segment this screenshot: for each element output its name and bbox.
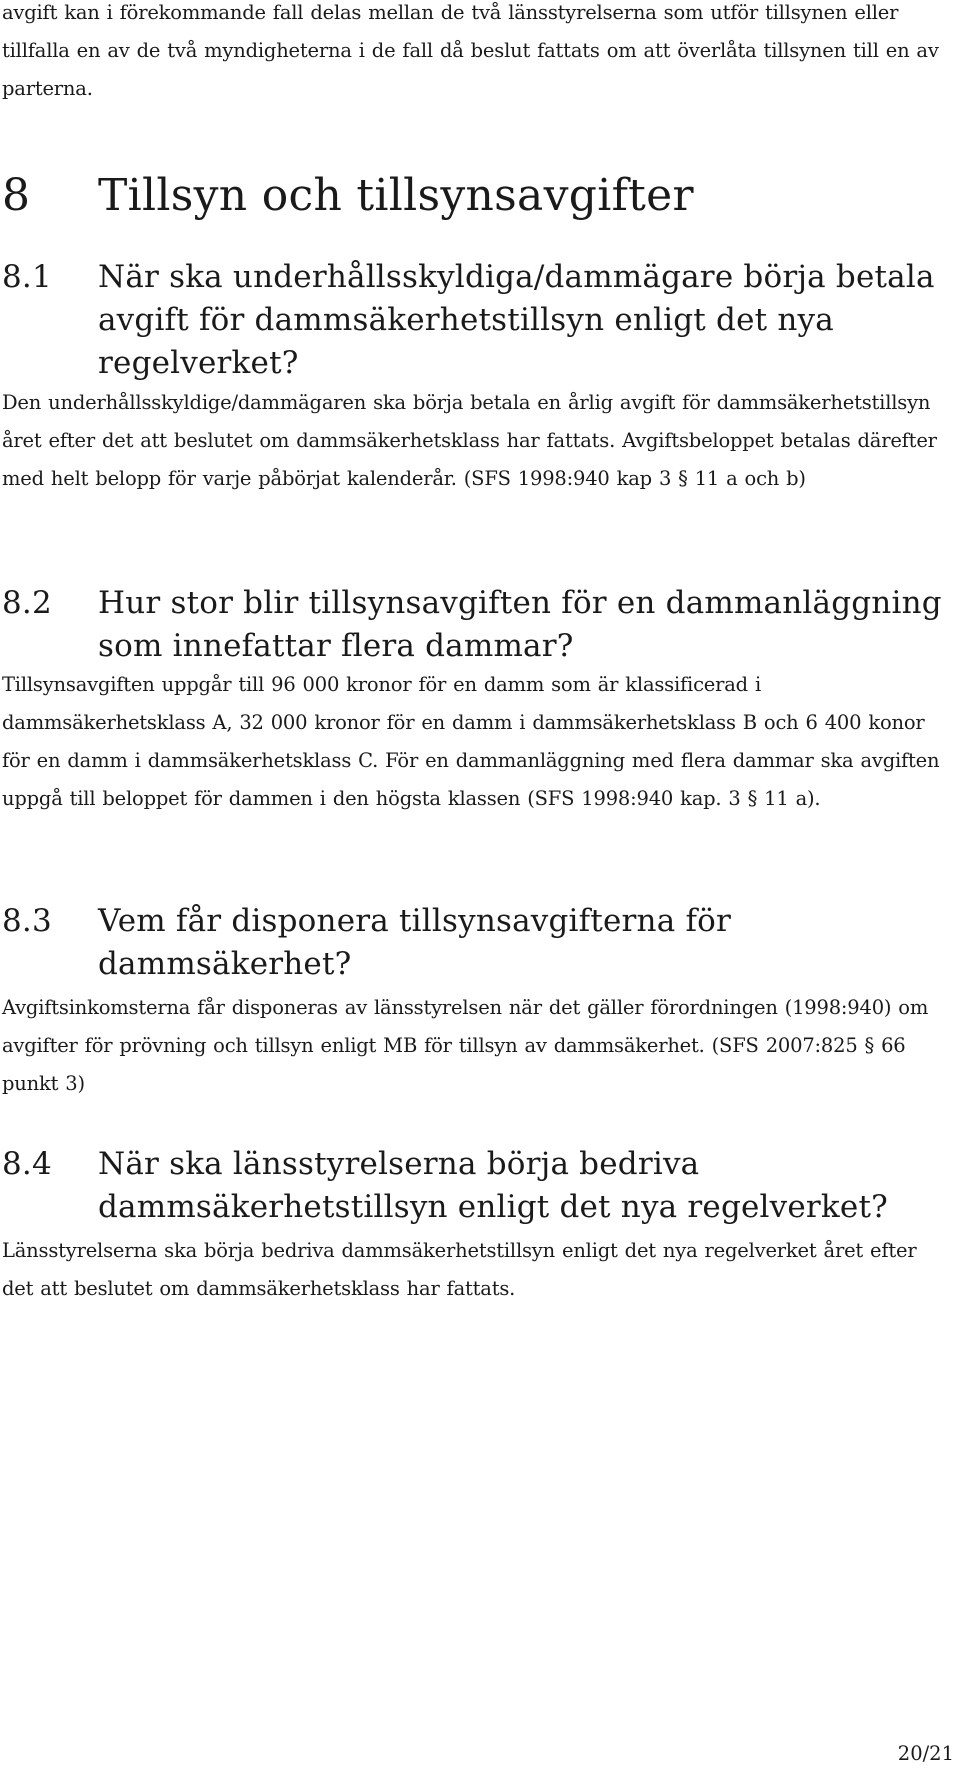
section-heading-8-4 bbox=[2, 1143, 948, 1229]
section-heading-8-1 bbox=[2, 256, 948, 385]
section-number: 8.1 bbox=[2, 259, 52, 295]
section-body-8-2: Tillsynsavgiften uppgår till 96 000 kronor för en damm som är klassificerad i dammsäkerhetsklass A, 32 000 kronor för en damm i dammsäkerhetsklass B och 6 400 konor för en damm i dammsäkerhetsklass C. För en dammanläggning med flera dammar ska avgiften uppgå till beloppet för dammen i den högsta klassen (SFS 1998:940 kap. 3 § 11 a). bbox=[2, 673, 940, 810]
chapter-heading bbox=[2, 166, 694, 226]
chapter-number: 8 bbox=[2, 170, 31, 221]
section-title: Vem får disponera tillsynsavgifterna för dammsäkerhet? bbox=[98, 903, 732, 982]
section-body-8-1: Den underhållsskyldige/dammägaren ska börja betala en årlig avgift för dammsäkerhetstillsyn året efter det att beslutet om dammsäkerhetsklass har fattats. Avgiftsbeloppet betalas därefter med helt belopp för varje påbörjat kalenderår. (SFS 1998:940 kap 3 § 11 a och b) bbox=[2, 391, 937, 490]
section-body-8-3: Avgiftsinkomsterna får disponeras av länsstyrelsen när det gäller förordningen (1998:940) om avgifter för prövning och tillsyn enligt MB för tillsyn av dammsäkerhet. (SFS 2007:825 § 66 punkt 3) bbox=[2, 996, 929, 1095]
page-number: 20/21 bbox=[897, 1742, 954, 1765]
section-number: 8.4 bbox=[2, 1146, 52, 1182]
section-title: Hur stor blir tillsynsavgiften för en dammanläggning som innefattar flera dammar? bbox=[98, 585, 942, 664]
section-title: När ska underhållsskyldiga/dammägare börja betala avgift för dammsäkerhetstillsyn enligt det nya regelverket? bbox=[98, 259, 935, 381]
section-heading-8-2 bbox=[2, 582, 948, 668]
section-number: 8.2 bbox=[2, 585, 52, 621]
intro-paragraph: avgift kan i förekommande fall delas mellan de två länsstyrelserna som utför tillsynen eller tillfalla en av de två myndigheterna i de fall då beslut fattats om att överlåta tillsynen till en av parterna. bbox=[2, 1, 939, 100]
section-title: När ska länsstyrelserna börja bedriva dammsäkerhetstillsyn enligt det nya regelverket? bbox=[98, 1146, 888, 1225]
section-heading-8-3 bbox=[2, 900, 948, 986]
section-body-8-4: Länsstyrelserna ska börja bedriva dammsäkerhetstillsyn enligt det nya regelverket året efter det att beslutet om dammsäkerhetsklass har fattats. bbox=[2, 1239, 917, 1300]
chapter-title: Tillsyn och tillsynsavgifter bbox=[98, 170, 694, 221]
section-number: 8.3 bbox=[2, 903, 52, 939]
